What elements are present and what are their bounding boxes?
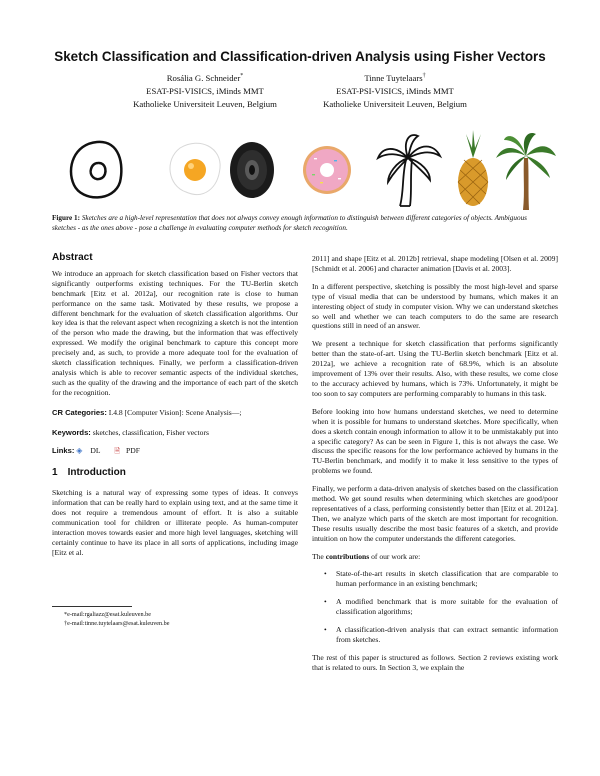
dl-link[interactable]: ◈ DL [76, 445, 101, 455]
pineapple-image [448, 130, 498, 210]
author-institution: Katholieke Universiteit Leuven, Belgium [133, 98, 277, 109]
footnote-1: *e-mail:rgaliazz@esat.kuleuven.be [64, 611, 152, 618]
paragraph: 2011] and shape [Eitz et al. 2012b] retrieval, shape modeling [Olsen et al. 2009] [Schmidt et al. 2006] and character animation [Davis et al. 2003]. [312, 254, 558, 273]
sketch-palm-tree-image [374, 130, 444, 210]
paragraph: In a different perspective, sketching is possibly the most high-level and sparse type of visual media that can be understood by humans, which makes it an interesting object of study in computer vision. Why we can understand sketches so well and whether we can teach computers to do the same are research questions still in need of an answer. [312, 281, 558, 331]
figure-1-images [52, 130, 552, 210]
list-item: • State-of-the-art results in sketch classification that are comparable to human performance in an existing benchmark; [312, 569, 558, 589]
tire-image [222, 130, 282, 210]
intro-paragraph: Sketching is a natural way of expressing some types of ideas. It conveys information that can be really hard to explain using text, and at the same time it does not require a tremendous amount of effort. It is also a suitable communication tool for children or illiterate people. As human-computer interaction moves towards easier and more high level languages, sketching will certainly continue to have its place in all sorts of applications, including image [Eitz et al. [52, 488, 298, 557]
figure-label: Figure 1: [52, 214, 81, 222]
cr-categories: CR Categories: I.4.8 [Computer Vision]: Scene Analysis—; [52, 407, 242, 417]
links: Links: ◈ DL 🗎 PDF [52, 446, 298, 457]
right-column [312, 254, 558, 681]
figure-caption-text: Sketches are a high-level representation that does not always convey enough information to distinguish between different categories of objects. Ambiguous sketches - as the ones above - pose a challenge in evaluating computer methods for sketch recognition. [52, 214, 527, 232]
contributions-lead: The contributions of our work are: [312, 551, 421, 561]
paragraph: The rest of this paper is structured as follows. Section 2 reviews existing work that is related to ours. In Section 3, we explain the [312, 652, 558, 672]
keywords: Keywords: sketches, classification, Fisher vectors [52, 427, 209, 437]
sketch-circle-image [62, 130, 132, 210]
author-name: Rosália G. Schneider [166, 72, 241, 83]
left-column [52, 253, 298, 566]
pdf-icon: 🗎 [114, 446, 121, 455]
paragraph: We present a technique for sketch classification that performs significantly better than the state-of-art. Using the TU-Berlin sketch benchmark [Eitz et al. 2012a], we achieve a recognition rate of 68.9%, which is an absolute improvement of 13% over their results. Also, with these results, we come close to the accuracy achieved by humans, which is 73%. Unfortunately, it might be too soon to say computers are performing comparably to humans in this task. [312, 339, 558, 398]
abstract-heading: Abstract [52, 252, 93, 263]
contributions-list [312, 569, 558, 644]
paragraph: Finally, we perform a data-driven analysis of sketches based on the classification method. We get sound results when determining which sketches are good/poor representatives of a class, performing consistently better than [Eitz et al. 2012a]. Then, we analyze which parts of the sketch are most important for recognition. These results usually describe the most basic features of a sketch, and provide intuition on how the computer understands the different categories. [312, 484, 558, 543]
author-block-2: Tinne Tuytelaars† ESAT-PSI-VISICS, iMinds MMT Katholieke Universiteit Leuven, Belgium [285, 70, 505, 111]
footnotes [52, 606, 298, 628]
author-institution: Katholieke Universiteit Leuven, Belgium [323, 98, 467, 109]
paper-title: Sketch Classification and Classification-driven Analysis using Fisher Vectors [54, 49, 546, 64]
author-block-1: Rosália G. Schneider* ESAT-PSI-VISICS, iMinds MMT Katholieke Universiteit Leuven, Belgium [95, 70, 315, 111]
donut-image [294, 130, 360, 210]
abstract-text: We introduce an approach for sketch classification based on Fisher vectors that significantly outperforms existing techniques. For the TU-Berlin sketch benchmark [Eitz et al. 2012a], our recognition rate is close to human performance on the same task. Motivated by these results, we propose a different benchmark for the evaluation of sketch classification algorithms. Our key idea is that the relevant aspect when recognizing a sketch is not the intention of the person who made the drawing, but the information that was effectively expressed. We modify the original benchmark to capture this concept more precisely and, as such, to provide a more adequate tool for the evaluation of sketch classification techniques. Finally, we perform a classification-driven analysis which is able to recover semantic aspects of the individual sketches, such as the quality of the drawing and the importance of each part of the sketch for the recognition. [52, 268, 298, 397]
list-item: • A modified benchmark that is more suitable for the evaluation of classification algorithms; [312, 597, 558, 617]
palm-tree-image [496, 130, 556, 210]
introduction-heading: 1 Introduction [52, 467, 126, 479]
author-name: Tinne Tuytelaars [364, 72, 423, 83]
pdf-link[interactable]: 🗎 PDF [114, 445, 140, 455]
paragraph: Before looking into how humans understand sketches, we need to determine when it is possible for humans to understand sketches. More specifically, when does a sketch contain enough information to allow it to be unmistakably put into a specific category? As can be seen in Figure 1, this is not always the case. We discuss the specific reasons for the low performance achieved by humans in the TU-Berlin benchmark, and modify it to make it less sensitive to the types of problems we found. [312, 406, 558, 476]
dl-icon: ◈ [76, 445, 83, 455]
list-item: • A classification-driven analysis that can extract semantic information from sketches. [312, 625, 558, 645]
author-affiliation: ESAT-PSI-VISICS, iMinds MMT [146, 85, 264, 96]
footnote-2: †e-mail:tinne.tuytelaars@esat.kuleuven.be [64, 620, 170, 627]
author-affiliation: ESAT-PSI-VISICS, iMinds MMT [336, 85, 454, 96]
figure-1-caption [52, 214, 550, 234]
fried-egg-image [160, 130, 230, 210]
